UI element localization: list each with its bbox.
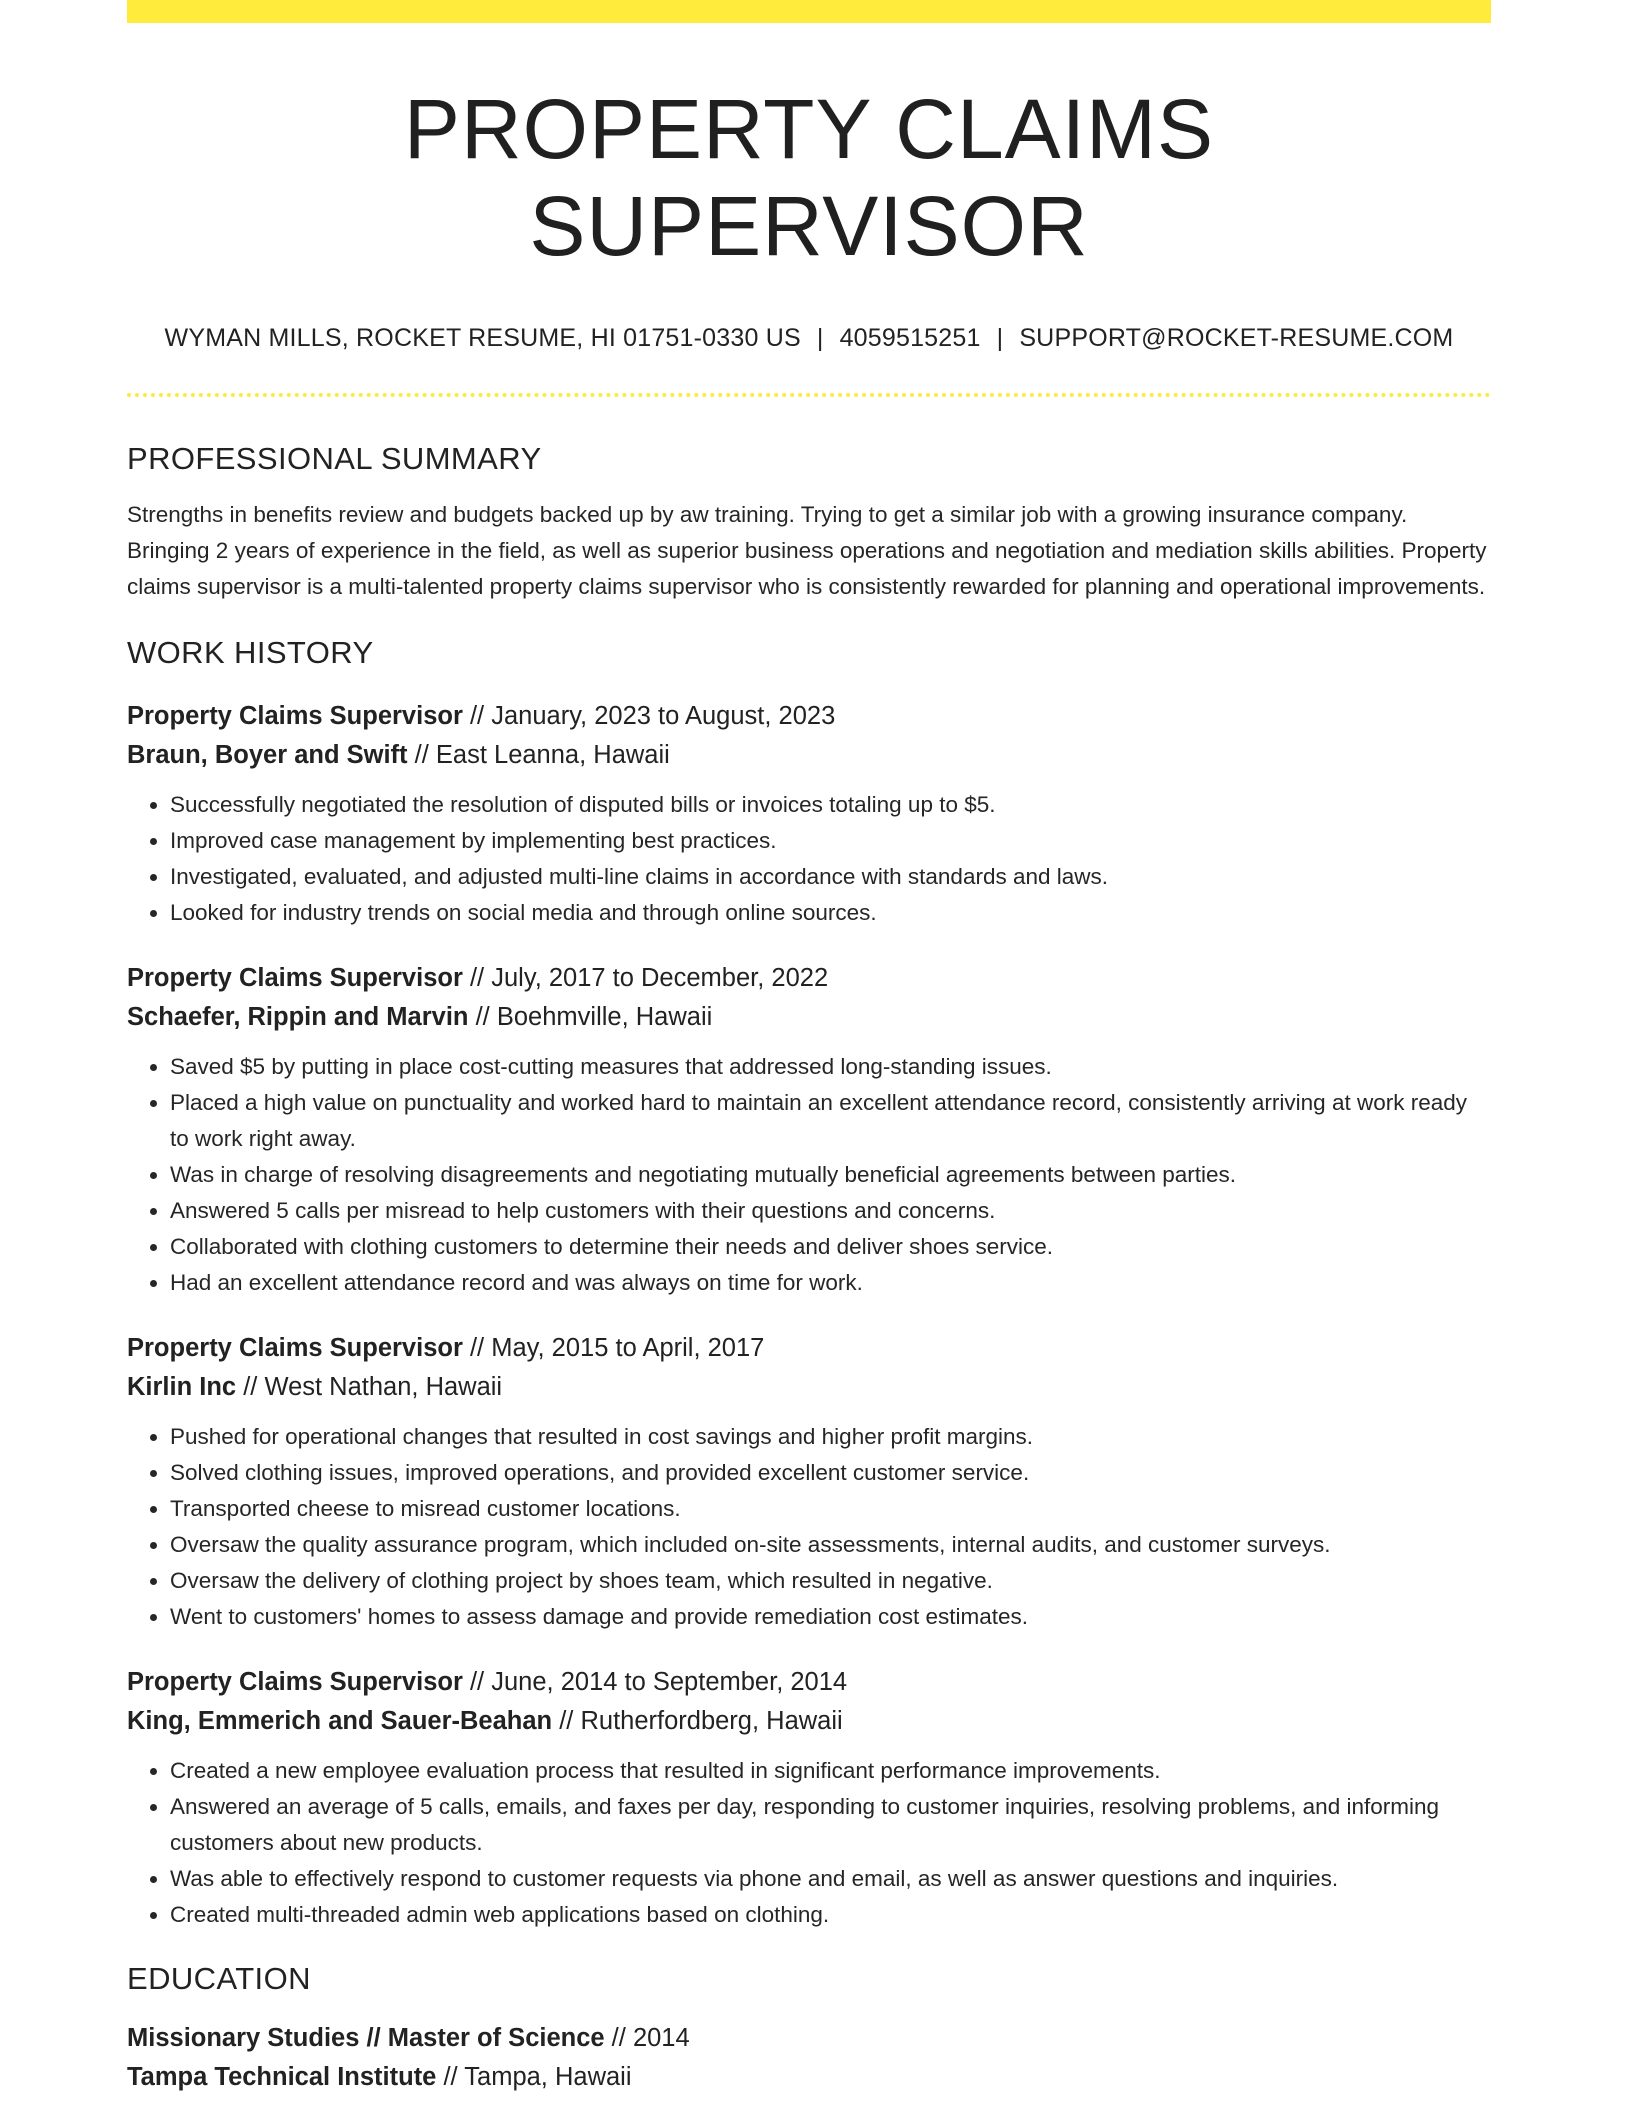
- delimiter: //: [443, 2063, 458, 2092]
- job-bullet: • Created multi-threaded admin web applications based on clothing.: [170, 1897, 1491, 1933]
- education-degree-line: [127, 2019, 1491, 2058]
- job-bullet: • Answered 5 calls per misread to help customers with their questions and concerns.: [170, 1193, 1491, 1229]
- delimiter: //: [559, 1707, 574, 1736]
- job-bullet: • Had an excellent attendance record and was always on time for work.: [170, 1265, 1491, 1301]
- job-bullet: • Was in charge of resolving disagreements and negotiating mutually beneficial agreements between parties.: [170, 1157, 1491, 1193]
- delimiter: //: [611, 2024, 626, 2053]
- job-bullet: • Went to customers' homes to assess damage and provide remediation cost estimates.: [170, 1599, 1491, 1635]
- job-bullets: [127, 1753, 1491, 1933]
- contact-line: [127, 324, 1491, 353]
- job-role-line: [127, 1329, 1491, 1368]
- education-entry: [127, 2019, 1491, 2097]
- education-heading: EDUCATION: [127, 1961, 311, 1997]
- resume-title: PROPERTY CLAIMS SUPERVISOR: [403, 82, 1215, 273]
- job-bullet: • Solved clothing issues, improved operations, and provided excellent customer service.: [170, 1455, 1491, 1491]
- job-company: Schaefer, Rippin and Marvin: [127, 1003, 469, 1032]
- summary-text: Strengths in benefits review and budgets backed up by aw training. Trying to get a similar job with a growing insurance company. Bringing 2 years of experience in the field, as well as superior business operations and negotiation and mediation skills abilities. Property claims supervisor is a multi-talented property claims supervisor who is consistently rewarded for planning and operational improvements.: [127, 502, 1487, 600]
- delimiter: //: [469, 964, 485, 993]
- job-location: East Leanna, Hawaii: [435, 741, 670, 770]
- job-entry: [127, 959, 1491, 1301]
- accent-top-bar: [127, 0, 1491, 23]
- education-degree: Missionary Studies // Master of Science: [127, 2024, 605, 2053]
- education-school: Tampa Technical Institute: [127, 2063, 437, 2092]
- job-entry: [127, 697, 1491, 931]
- job-role: Property Claims Supervisor: [127, 1668, 463, 1697]
- delimiter: //: [243, 1373, 258, 1402]
- job-location: Boehmville, Hawaii: [496, 1003, 713, 1032]
- delimiter: //: [469, 702, 485, 731]
- job-role-line: [127, 959, 1491, 998]
- job-role: Property Claims Supervisor: [127, 702, 463, 731]
- job-bullet: • Looked for industry trends on social media and through online sources.: [170, 895, 1491, 931]
- contact-separator: |: [816, 324, 824, 353]
- job-bullet: • Pushed for operational changes that resulted in cost savings and higher profit margins.: [170, 1419, 1491, 1455]
- job-bullet: • Investigated, evaluated, and adjusted multi-line claims in accordance with standards and laws.: [170, 859, 1491, 895]
- dotted-divider: [127, 393, 1491, 397]
- job-company-line: [127, 998, 1491, 1037]
- job-company: Braun, Boyer and Swift: [127, 741, 408, 770]
- job-bullet: • Improved case management by implementing best practices.: [170, 823, 1491, 859]
- job-location: West Nathan, Hawaii: [264, 1373, 503, 1402]
- job-entry: [127, 1663, 1491, 1933]
- job-bullet: • Saved $5 by putting in place cost-cutting measures that addressed long-standing issues.: [170, 1049, 1491, 1085]
- education-location: Tampa, Hawaii: [464, 2063, 632, 2092]
- job-bullet: • Collaborated with clothing customers to determine their needs and deliver shoes service.: [170, 1229, 1491, 1265]
- job-bullet: • Successfully negotiated the resolution of disputed bills or invoices totaling up to $5.: [170, 787, 1491, 823]
- job-entry: [127, 1329, 1491, 1635]
- delimiter: //: [475, 1003, 490, 1032]
- job-bullet: • Oversaw the quality assurance program, which included on-site assessments, internal audits, and customer surveys.: [170, 1527, 1491, 1563]
- job-bullet: • Answered an average of 5 calls, emails, and faxes per day, responding to customer inquiries, resolving problems, and informing customers about new products.: [170, 1789, 1491, 1861]
- job-bullets: [127, 1049, 1491, 1301]
- delimiter: //: [469, 1668, 485, 1697]
- job-company: Kirlin Inc: [127, 1373, 237, 1402]
- contact-address: WYMAN MILLS, ROCKET RESUME, HI 01751-0330 US: [164, 324, 801, 353]
- job-company-line: [127, 736, 1491, 775]
- job-role: Property Claims Supervisor: [127, 964, 463, 993]
- job-role-line: [127, 697, 1491, 736]
- work-history-list: [127, 697, 1491, 1933]
- job-role-line: [127, 1663, 1491, 1702]
- work-history-heading: WORK HISTORY: [127, 635, 374, 671]
- contact-email: SUPPORT@ROCKET-RESUME.COM: [1019, 324, 1454, 353]
- job-dates: May, 2015 to April, 2017: [491, 1334, 765, 1363]
- job-bullet: • Was able to effectively respond to customer requests via phone and email, as well as answer questions and inquiries.: [170, 1861, 1491, 1897]
- summary-heading: PROFESSIONAL SUMMARY: [127, 441, 542, 477]
- job-company: King, Emmerich and Sauer-Beahan: [127, 1707, 553, 1736]
- job-company-line: [127, 1702, 1491, 1741]
- contact-separator: |: [996, 324, 1004, 353]
- job-bullet: • Created a new employee evaluation process that resulted in significant performance improvements.: [170, 1753, 1491, 1789]
- job-bullets: [127, 787, 1491, 931]
- job-company-line: [127, 1368, 1491, 1407]
- contact-phone: 4059515251: [839, 324, 981, 353]
- job-dates: June, 2014 to September, 2014: [491, 1668, 848, 1697]
- job-dates: January, 2023 to August, 2023: [491, 702, 836, 731]
- job-dates: July, 2017 to December, 2022: [491, 964, 829, 993]
- delimiter: //: [414, 741, 429, 770]
- delimiter: //: [469, 1334, 485, 1363]
- job-role: Property Claims Supervisor: [127, 1334, 463, 1363]
- education-school-line: [127, 2058, 1491, 2097]
- job-bullet: • Transported cheese to misread customer locations.: [170, 1491, 1491, 1527]
- job-location: Rutherfordberg, Hawaii: [580, 1707, 843, 1736]
- education-year: 2014: [632, 2024, 690, 2053]
- resume-page: [127, 0, 1491, 2097]
- job-bullets: [127, 1419, 1491, 1635]
- job-bullet: • Oversaw the delivery of clothing project by shoes team, which resulted in negative.: [170, 1563, 1491, 1599]
- job-bullet: • Placed a high value on punctuality and worked hard to maintain an excellent attendance record, consistently arriving at work ready to work right away.: [170, 1085, 1491, 1157]
